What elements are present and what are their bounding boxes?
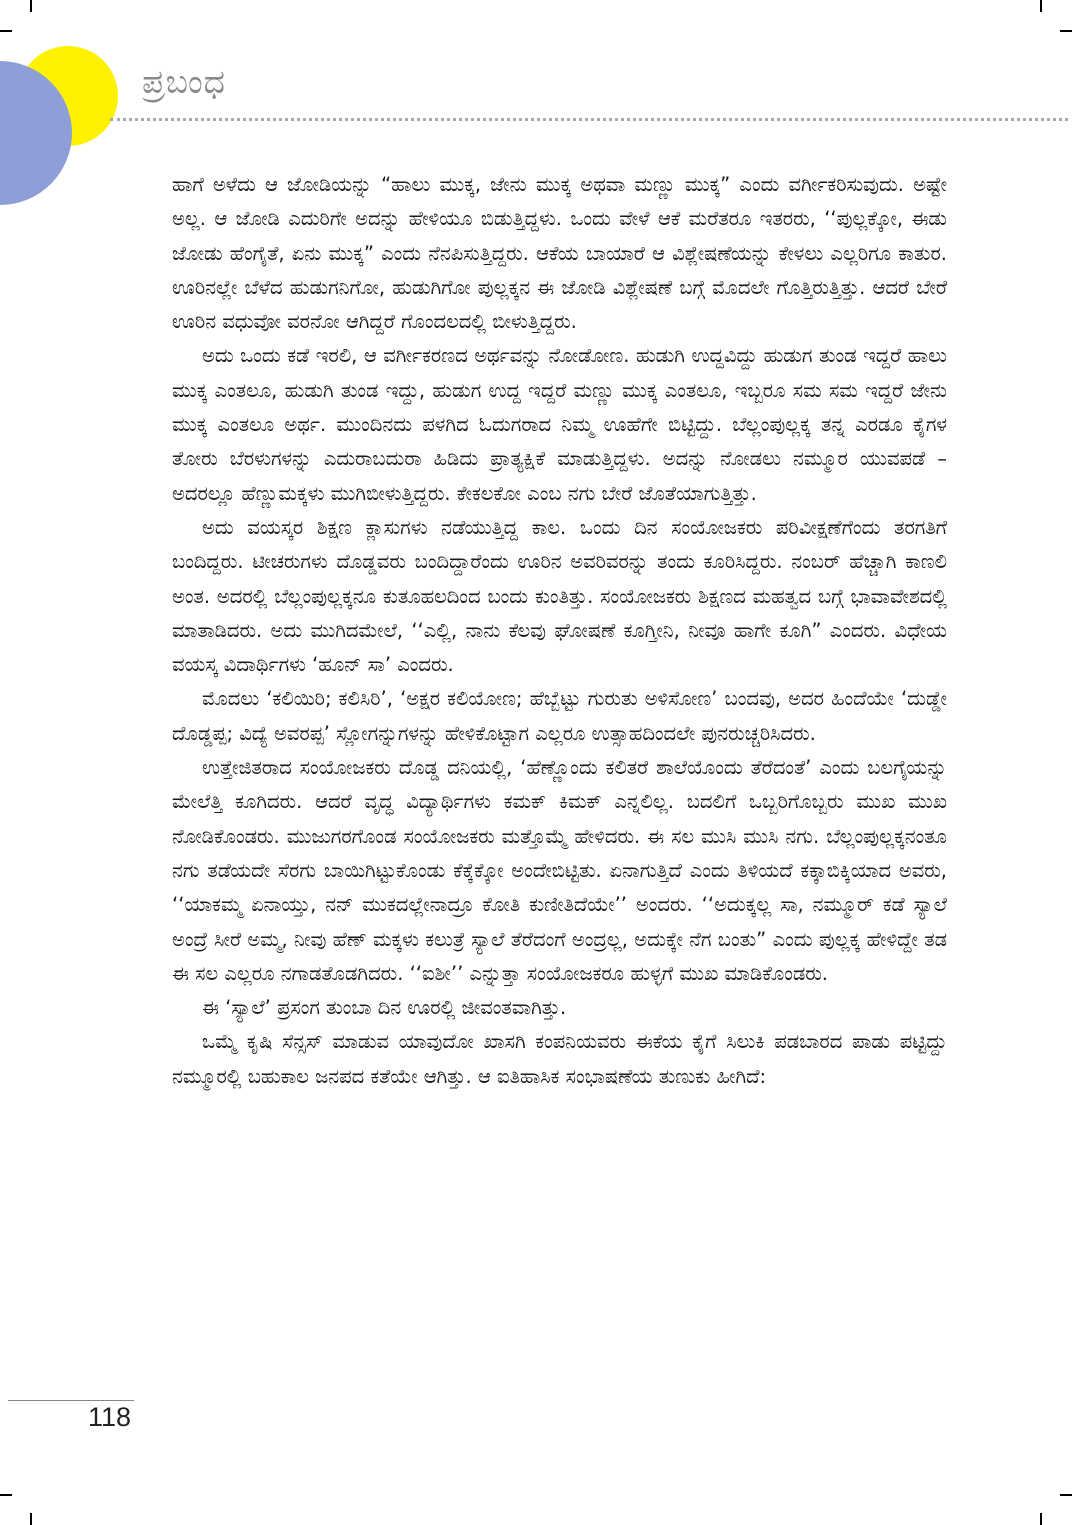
decorative-circles [0,0,160,220]
dotted-divider [110,118,1068,121]
paragraph: ಅದು ಒಂದು ಕಡೆ ಇರಲಿ, ಆ ವರ್ಗೀಕರಣದ ಅರ್ಥವನ್ನು ನೋಡೋಣ. ಹುಡುಗಿ ಉದ್ದವಿದ್ದು ಹುಡುಗ ತುಂಡ ಇದ್ದರೆ ಹಾಲು ಮುಕ್ಕ ಎಂತಲೂ, ಹುಡುಗಿ ತುಂಡ ಇದ್ದು, ಹುಡುಗ ಉದ್ದ ಇದ್ದರೆ ಮಣ್ಣು ಮುಕ್ಕ ಎಂತಲೂ, ಇಬ್ಬರೂ ಸಮ ಸಮ ಇದ್ದರೆ ಜೇನು ಮುಕ್ಕ ಎಂತಲೂ ಅರ್ಥ. ಮುಂದಿನದು ಪಳಗಿದ ಓದುಗರಾದ ನಿಮ್ಮ ಊಹೆಗೇ ಬಿಟ್ಟಿದ್ದು. ಬೆಲ್ಲಂಪುಲ್ಲಕ್ಕ ತನ್ನ ಎರಡೂ ಕೈಗಳ ತೋರು ಬೆರಳುಗಳನ್ನು ಎದುರಾಬದುರಾ ಹಿಡಿದು ಪ್ರಾತ್ಯಕ್ಷಿಕೆ ಮಾಡುತ್ತಿದ್ದಳು. ಅದನ್ನು ನೋಡಲು ನಮ್ಮೂರ ಯುವಪಡೆ – ಅದರಲ್ಲೂ ಹೆಣ್ಣುಮಕ್ಕಳು ಮುಗಿಬೀಳುತ್ತಿದ್ದರು. ಕೇಕಲಕೋ ಎಂಬ ನಗು ಬೇರೆ ಜೊತೆಯಾಗುತ್ತಿತ್ತು. [172,344,947,505]
crop-mark-bottom-right-h [1060,1494,1072,1496]
footer-rule [8,1400,134,1401]
paragraph: ಈ ‘ಸ್ಯಾಲೆ’ ಪ್ರಸಂಗ ತುಂಬಾ ದಿನ ಊರಲ್ಲಿ ಜೀವಂತವಾಗಿತ್ತು. [202,996,567,1020]
paragraph: ಉತ್ತೇಜಿತರಾದ ಸಂಯೋಜಕರು ದೊಡ್ಡ ದನಿಯಲ್ಲಿ, ‘ಹೆಣ್ಣೊಂದು ಕಲಿತರೆ ಶಾಲೆಯೊಂದು ತೆರೆದಂತೆ’ ಎಂದು ಬಲಗೈಯನ್ನು ಮೇಲೆತ್ತಿ ಕೂಗಿದರು. ಆದರೆ ವೃದ್ಧ ವಿದ್ಯಾರ್ಥಿಗಳು ಕಮಕ್ ಕಿಮಕ್ ಎನ್ನಲಿಲ್ಲ. ಬದಲಿಗೆ ಒಬ್ಬರಿಗೊಬ್ಬರು ಮುಖ ಮುಖ ನೋಡಿಕೊಂಡರು. ಮುಜುಗರಗೊಂಡ ಸಂಯೋಜಕರು ಮತ್ತೊಮ್ಮೆ ಹೇಳಿದರು. ಈ ಸಲ ಮುಸಿ ಮುಸಿ ನಗು. ಬೆಲ್ಲಂಪುಲ್ಲಕ್ಕನಂತೂ ನಗು ತಡೆಯದೇ ಸೆರಗು ಬಾಯಿಗಿಟ್ಟುಕೊಂಡು ಕೆಕ್ಕೆಕ್ಕೋ ಅಂದೇಬಿಟ್ಟಿತು. ಏನಾಗುತ್ತಿದೆ ಎಂದು ತಿಳಿಯದೆ ಕಕ್ಕಾಬಿಕ್ಕಿಯಾದ ಅವರು, ‘‘ಯಾಕಮ್ಮ ಏನಾಯ್ತು, ನನ್ ಮುಕದಲ್ಲೇನಾದ್ರೂ ಕೋತಿ ಕುಣೀತಿದೆಯೇ’’ ಅಂದರು. ‘‘ಅದುಕ್ಕಲ್ಲ ಸಾ, ನಮ್ಮೂರ್ ಕಡೆ ಸ್ಯಾಲೆ ಅಂದ್ರೆ ಸೀರೆ ಅಮ್ಮ, ನೀವು ಹೆಣ್ ಮಕ್ಕಳು ಕಲುತ್ರೆ ಸ್ಯಾಲೆ ತೆರೆದಂಗೆ ಅಂದ್ರಲ್ಲ, ಅದುಕ್ಕೇ ನೆಗ ಬಂತು” ಎಂದು ಪುಲ್ಲಕ್ಕ ಹೇಳಿದ್ದೇ ತಡ ಈ ಸಲ ಎಲ್ಲರೂ ನಗಾಡತೊಡಗಿದರು. ‘‘ಐಶೀ’’ ಎನ್ನುತ್ತಾ ಸಂಯೋಜಕರೂ ಹುಳ್ಳಗೆ ಮುಖ ಮಾಡಿಕೊಂಡರು. [172,756,947,985]
crop-mark-bottom-left-h [0,1494,12,1496]
crop-mark-bottom-left [30,1513,32,1525]
paragraph: ಒಮ್ಮೆ ಕೃಷಿ ಸೆನ್ಸಸ್ ಮಾಡುವ ಯಾವುದೋ ಖಾಸಗಿ ಕಂಪನಿಯವರು ಈಕೆಯ ಕೈಗೆ ಸಿಲುಕಿ ಪಡಬಾರದ ಪಾಡು ಪಟ್ಟಿದ್ದು ನಮ್ಮೂರಲ್ಲಿ ಬಹುಕಾಲ ಜನಪದ ಕತೆಯೇ ಆಗಿತ್ತು. ಆ ಐತಿಹಾಸಿಕ ಸಂಭಾಷಣೆಯ ತುಣುಕು ಹೀಗಿದೆ: [172,1030,947,1088]
page-number: 118 [88,1402,132,1432]
paragraph: ಅದು ವಯಸ್ಕರ ಶಿಕ್ಷಣ ಕ್ಲಾಸುಗಳು ನಡೆಯುತ್ತಿದ್ದ ಕಾಲ. ಒಂದು ದಿನ ಸಂಯೋಜಕರು ಪರಿವೀಕ್ಷಣೆಗೆಂದು ತರಗತಿಗೆ ಬಂದಿದ್ದರು. ಟೀಚರುಗಳು ದೊಡ್ಡವರು ಬಂದಿದ್ದಾರೆಂದು ಊರಿನ ಅವರಿವರನ್ನು ತಂದು ಕೂರಿಸಿದ್ದರು. ನಂಬರ್ ಹೆಚ್ಚಾಗಿ ಕಾಣಲಿ ಅಂತ. ಅದರಲ್ಲಿ ಬೆಲ್ಲಂಪುಲ್ಲಕ್ಕನೂ ಕುತೂಹಲದಿಂದ ಬಂದು ಕುಂತಿತ್ತು. ಸಂಯೋಜಕರು ಶಿಕ್ಷಣದ ಮಹತ್ವದ ಬಗ್ಗೆ ಭಾವಾವೇಶದಲ್ಲಿ ಮಾತಾಡಿದರು. ಅದು ಮುಗಿದಮೇಲೆ, ‘‘ಎಲ್ಲಿ, ನಾನು ಕೆಲವು ಘೋಷಣೆ ಕೂಗ್ತೀನಿ, ನೀವೂ ಹಾಗೇ ಕೂಗಿ” ಎಂದರು. ವಿಧೇಯ ವಯಸ್ಕ ವಿದಾರ್ಥಿಗಳು ‘ಹೂನ್ ಸಾ’ ಎಂದರು. [172,515,947,677]
paragraph: ಮೊದಲು ‘ಕಲಿಯಿರಿ; ಕಲಿಸಿರಿ’, ‘ಅಕ್ಷರ ಕಲಿಯೋಣ; ಹೆಬ್ಬೆಟ್ಟು ಗುರುತು ಅಳಿಸೋಣ’ ಬಂದವು, ಅದರ ಹಿಂದೆಯೇ ‘ದುಡ್ಡೇ ದೊಡ್ಡಪ್ಪ; ವಿದ್ಯೆ ಅವರಪ್ಪ’ ಸ್ಲೋಗನ್ನುಗಳನ್ನು ಹೇಳಿಕೊಟ್ಟಾಗ ಎಲ್ಲರೂ ಉತ್ಸಾಹದಿಂದಲೇ ಪುನರುಚ್ಚರಿಸಿದರು. [172,687,947,745]
crop-mark-top-right-h [1060,30,1072,32]
crop-mark-top-right [1040,0,1042,12]
section-title: ಪ್ರಬಂಧ [142,62,226,101]
crop-mark-bottom-right [1040,1513,1042,1525]
paragraph: ಹಾಗೆ ಅಳೆದು ಆ ಜೋಡಿಯನ್ನು “ಹಾಲು ಮುಕ್ಕ, ಜೇನು ಮುಕ್ಕ ಅಥವಾ ಮಣ್ಣು ಮುಕ್ಕ” ಎಂದು ವರ್ಗೀಕರಿಸುವುದು. ಅಷ್ಟೇ ಅಲ್ಲ. ಆ ಜೋಡಿ ಎದುರಿಗೇ ಅದನ್ನು ಹೇಳಿಯೂ ಬಿಡುತ್ತಿದ್ದಳು. ಒಂದು ವೇಳೆ ಆಕೆ ಮರೆತರೂ ಇತರರು, ‘‘ಪುಲ್ಲಕ್ಕೋ, ಈಡು ಜೋಡು ಹೆಂಗೈತೆ, ಏನು ಮುಕ್ಕ” ಎಂದು ನೆನಪಿಸುತ್ತಿದ್ದರು. ಆಕೆಯ ಬಾಯಾರೆ ಆ ವಿಶ್ಲೇಷಣೆಯನ್ನು ಕೇಳಲು ಎಲ್ಲರಿಗೂ ಕಾತುರ. ಊರಿನಲ್ಲೇ ಬೆಳೆದ ಹುಡುಗನಿಗೋ, ಹುಡುಗಿಗೋ ಪುಲ್ಲಕ್ಕನ ಈ ಜೋಡಿ ವಿಶ್ಲೇಷಣೆ ಬಗ್ಗೆ ಮೊದಲೇ ಗೊತ್ತಿರುತ್ತಿತ್ತು. ಆದರೆ ಬೇರೆ ಊರಿನ ವಧುವೋ ವರನೋ ಆಗಿದ್ದರೆ ಗೊಂದಲದಲ್ಲಿ ಬೀಳುತ್ತಿದ್ದರು. [172,173,947,334]
article-body [172,168,947,1094]
